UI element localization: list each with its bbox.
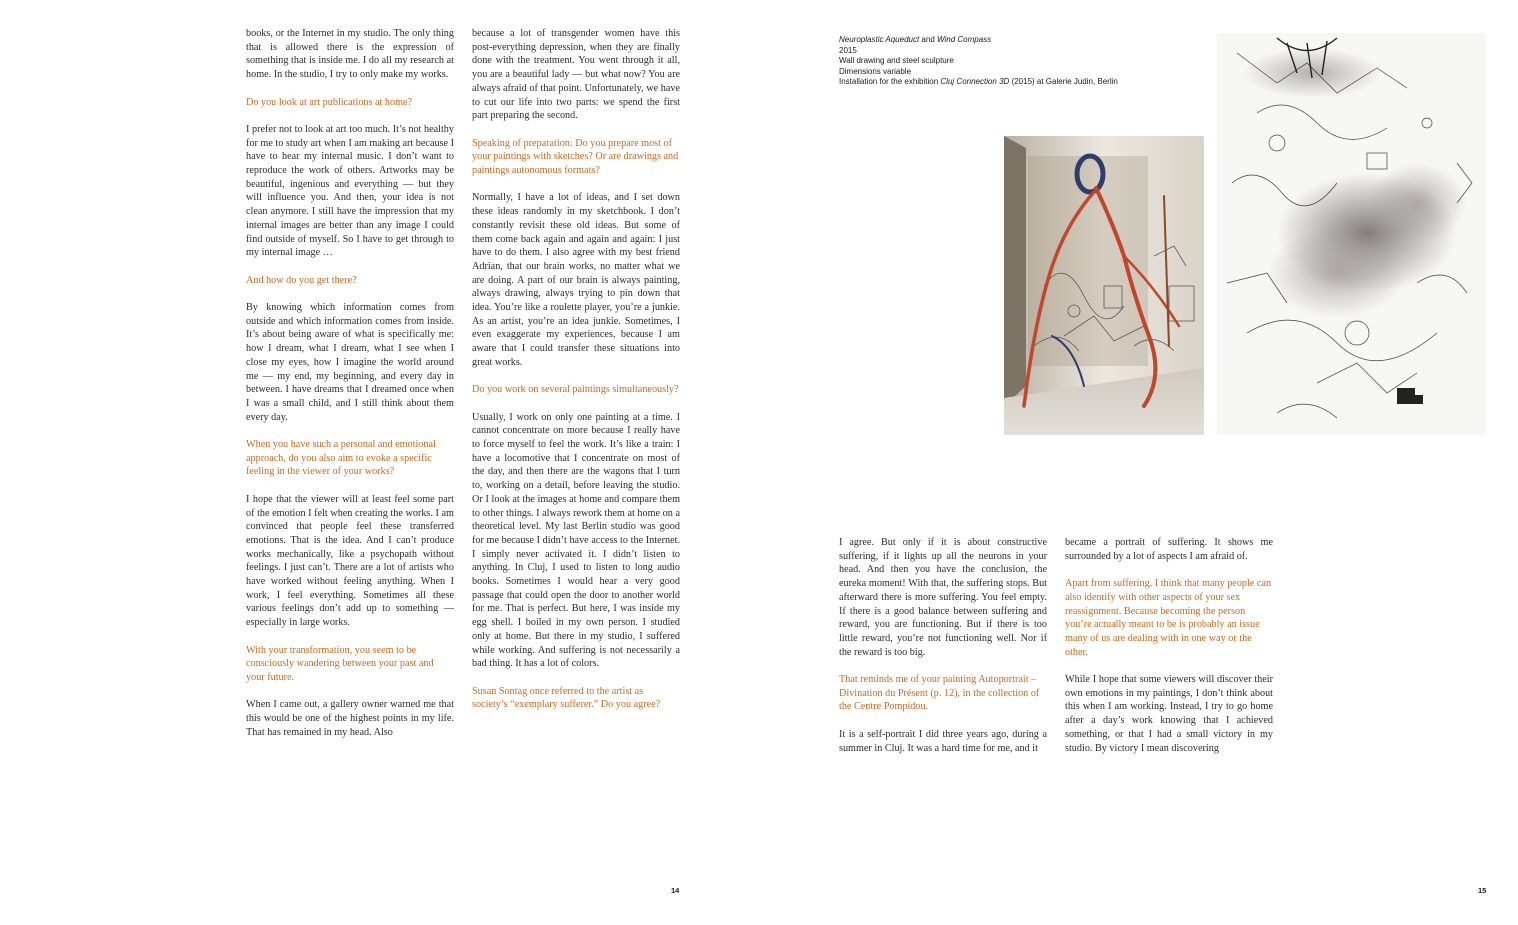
left-page-column-1: [246, 27, 454, 753]
right-page-column-2: [1065, 536, 1273, 769]
page-number-right: 15: [1478, 886, 1487, 895]
interview-question: That reminds me of your painting Autoportrait – Divination du Présent (p. 12), in the collection of the Centre Pompidou.: [839, 674, 1040, 713]
interview-answer: became a portrait of suffering. It shows me surrounded by a lot of aspects I am afraid of.: [1065, 537, 1273, 562]
interview-answer: While I hope that some viewers will discover their own emotions in my paintings, I don’t think about this when I am working. Instead, I try to go home after a day’s work knowing that I achieved something, or that I had a small victory in my studio. By victory I mean discovering: [1065, 674, 1273, 754]
installation-photo: [1004, 136, 1204, 435]
interview-question: When you have such a personal and emotional approach, do you also aim to evoke a specific feeling in the viewer of your works?: [246, 439, 436, 478]
interview-question: And how do you get there?: [246, 274, 357, 286]
caption-title: Neuroplastic Aqueduct and Wind Compass: [839, 35, 992, 44]
right-page-column-1: [839, 536, 1047, 769]
interview-answer: When I came out, a gallery owner warned me that this would be one of the highest points in my life. That has remained in my head. Also: [246, 699, 454, 738]
interview-question: Do you work on several paintings simultaneously?: [472, 384, 679, 396]
caption-year: 2015: [839, 45, 857, 55]
figure-caption: [839, 35, 1199, 88]
interview-answer: I prefer not to look at art too much. It’s not healthy for me to study art when I am making art because I have to hear my internal music. I don’t want to reproduce the work of others. Artworks may be beautiful, ingenious and everything — but they will influence you. And then, your idea is not clean anymore. I still have the impression that my internal images are better than any image I could find outside of myself. So I have to get through to my internal image …: [246, 123, 454, 259]
interview-answer: books, or the Internet in my studio. The only thing that is allowed there is the expression of something that is inside me. I do all my research at home. In the studio, I try to only make my works.: [246, 28, 454, 81]
interview-question: Do you look at art publications at home?: [246, 96, 413, 108]
interview-question: Speaking of preparation: Do you prepare most of your paintings with sketches? Or are drawings and paintings autonomous formats?: [472, 137, 679, 177]
interview-question: Apart from suffering, I think that many people can also identify with other aspects of your sex reassignment. Because becoming the person you’re actually meant to be is probably an issue many of us are dealing with in one way or the other.: [1065, 578, 1272, 658]
interview-answer: because a lot of transgender women have this post-everything depression, when they are finally done with the treatment. You went through it all, you are a beautiful lady — but what now? You are always afraid of that point. Unfortunately, we have to cut our life into two parts: we spend the first part preparing the second.: [472, 28, 680, 122]
interview-answer: By knowing which information comes from outside and which information comes from inside. It’s about being aware of what is specifically me: how I dream, what I dream, what I see when I close my eyes, how I imagine the world around me — my end, my beginning, and every day in between. I have dreams that I dreamed once when I was a small child, and I still think about them every day.: [246, 302, 454, 423]
interview-answer: I agree. But only if it is about constructive suffering, if it lights up all the neurons in your head. And then you have the conclusion, the eureka moment! With that, the suffering stops. But afterward there is more suffering. You feel empty. If there is a good balance between suffering and reward, you are functioning. But if there is too little reward, you’re not functioning well. Nor if the reward is too big.: [839, 537, 1047, 658]
interview-question: With your transformation, you seem to be consciously wandering between your past and your future.: [246, 644, 434, 683]
caption-installation: Installation for the exhibition Cluj Connection 3D (2015) at Galerie Judin, Berlin: [839, 77, 1118, 87]
left-page-column-2: [472, 27, 680, 726]
interview-question: Susan Sontag once referred to the artist as society’s “exemplary sufferer.” Do you agree?: [472, 685, 661, 711]
interview-answer: Normally, I have a lot of ideas, and I set down these ideas randomly in my sketchbook. I don’t constantly revisit these old ideas. But some of them come back again and again and again: I just have to do them. I also agree with my best friend Adrian, that our brain works, no matter what we are doing. A part of our brain is always painting, always drawing, always trying to pin down that idea. You’re like a roulette player, you’re a junkie. As an artist, you’re an idea junkie. Sometimes, I even exaggerate my experiences, because I am aware that I could transfer these situations into great works.: [472, 192, 680, 368]
wall-drawing-photo: [1217, 33, 1486, 435]
caption-medium: Wall drawing and steel sculpture: [839, 56, 954, 66]
interview-answer: It is a self-portrait I did three years ago, during a summer in Cluj. It was a hard time for me, and it: [839, 728, 1047, 754]
interview-answer: I hope that the viewer will at least feel some part of the emotion I felt when creating the works. I am convinced that people feel these transferred emotions. That is the idea. And I can’t produce works mechanically, like a psychopath without feelings. I just can’t. There are a lot of artists who have worked without feeling anything. When I work, I feel everything. Sometimes all these various feelings don’t add up to something — especially in large works.: [246, 493, 454, 629]
interview-answer: Usually, I work on only one painting at a time. I cannot concentrate on more because I really have to force myself to feel the work. It’s like a train: I have a locomotive that I concentrate on most of the day, and then there are the wagons that I turn to, working on a detail, before leaving the studio. Or I look at the images at home and compare them to other things. I always rework them at home on a theoretical level. My last Berlin studio was good for me because I didn’t have access to the Internet. I simply never activated it. I didn’t listen to anything. In Cluj, I used to listen to long audio books. Sometimes I would hear a very good passage that could open the door to another world for me. That is perfect. But here, I was inside my egg shell. I boiled in my own person. I studied only at home. But there in my studio, I suffered while working. And suffering is not necessarily a bad thing. It has a lot of colors.: [472, 411, 680, 670]
caption-dimensions: Dimensions variable: [839, 66, 912, 76]
page-number-left: 14: [671, 886, 680, 895]
